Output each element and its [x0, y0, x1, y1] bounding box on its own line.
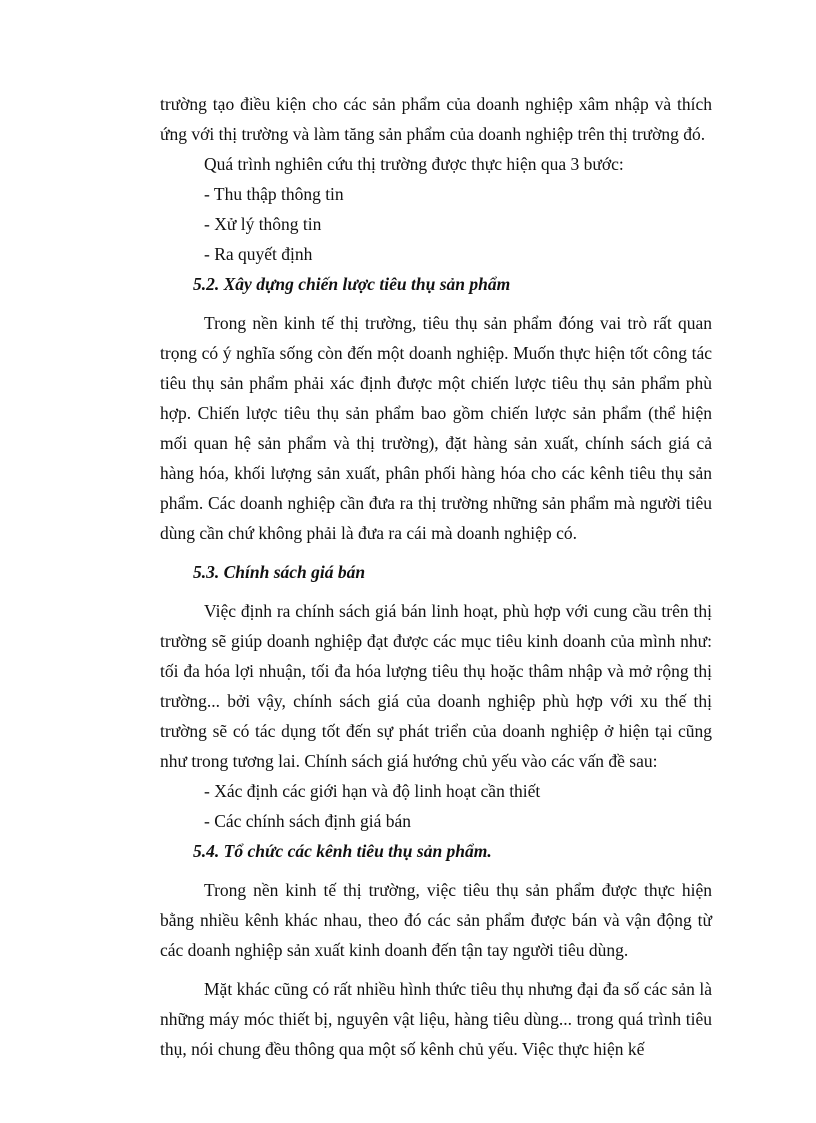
research-steps-intro: Quá trình nghiên cứu thị trường được thực hiện qua 3 bước: — [204, 154, 624, 174]
research-step-item: - Thu thập thông tin — [204, 184, 344, 204]
research-step-item: - Ra quyết định — [204, 244, 313, 264]
section-5-3-paragraph: Việc định ra chính sách giá bán linh hoạt, phù hợp với cung cầu trên thị trường sẽ giúp doanh nghiệp đạt được các mục tiêu kinh doanh của mình như: tối đa hóa lợi nhuận, tối đa hóa lượng tiêu thụ hoặc thâm nhập và mở rộng thị trường... bởi vậy, chính sách giá của doanh nghiệp phù hợp với xu thế thị trường sẽ có tác dụng tốt đến sự phát triển của doanh nghiệp ở hiện tại cũng như trong tương lai. Chính sách giá hướng chủ yếu vào các vấn đề sau: — [160, 601, 712, 771]
section-5-4-paragraph-1: Trong nền kinh tế thị trường, việc tiêu thụ sản phẩm được thực hiện bằng nhiều kênh khác nhau, theo đó các sản phẩm được bán và vận động từ các doanh nghiệp sản xuất kinh doanh đến tận tay người tiêu dùng. — [160, 880, 712, 960]
section-5-2-heading: 5.2. Xây dựng chiến lược tiêu thụ sản phẩm — [193, 274, 511, 294]
section-5-2-paragraph: Trong nền kinh tế thị trường, tiêu thụ sản phẩm đóng vai trò rất quan trọng có ý nghĩa sống còn đến một doanh nghiệp. Muốn thực hiện tốt công tác tiêu thụ sản phẩm phải xác định được một chiến lược tiêu thụ sản phẩm phù hợp. Chiến lược tiêu thụ sản phẩm bao gồm chiến lược sản phẩm (thể hiện mối quan hệ sản phẩm và thị trường), đặt hàng sản xuất, chính sách giá cả hàng hóa, khối lượng sản xuất, phân phối hàng hóa cho các kênh tiêu thụ sản phẩm. Các doanh nghiệp cần đưa ra thị trường những sản phẩm mà người tiêu dùng cần chứ không phải là đưa ra cái mà doanh nghiệp có. — [160, 313, 712, 543]
section-5-3-heading: 5.3. Chính sách giá bán — [193, 562, 366, 582]
section-5-4-paragraph-2: Mặt khác cũng có rất nhiều hình thức tiêu thụ nhưng đại đa số các sản là những máy móc thiết bị, nguyên vật liệu, hàng tiêu dùng... trong quá trình tiêu thụ, nói chung đều thông qua một số kênh chủ yếu. Việc thực hiện kế — [160, 979, 712, 1059]
research-step-item: - Xử lý thông tin — [204, 214, 322, 234]
section-5-4-heading: 5.4. Tổ chức các kênh tiêu thụ sản phẩm. — [193, 841, 492, 861]
pricing-policy-item: - Xác định các giới hạn và độ linh hoạt cần thiết — [204, 781, 541, 801]
intro-continuation-paragraph: trường tạo điều kiện cho các sản phẩm của doanh nghiệp xâm nhập và thích ứng với thị trường và làm tăng sản phẩm của doanh nghiệp trên thị trường đó. — [160, 94, 712, 144]
document-page — [160, 89, 712, 1064]
pricing-policy-item: - Các chính sách định giá bán — [204, 811, 412, 831]
